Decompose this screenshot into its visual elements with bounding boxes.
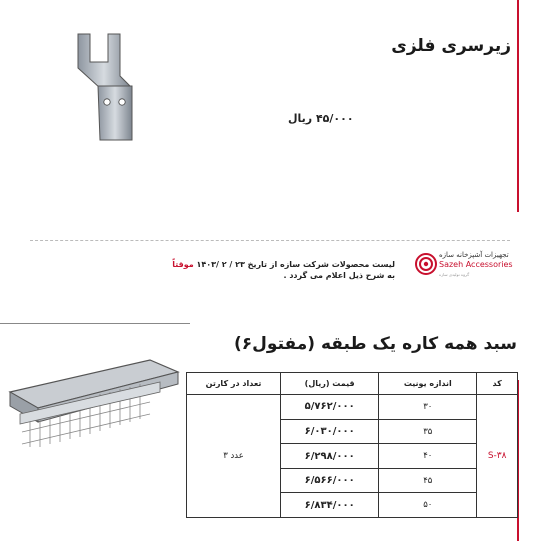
size-cell: ۳۵ [379, 419, 477, 444]
logo-persian-name: تجهیزات آشپزخانه سازه [439, 251, 509, 259]
company-logo [415, 250, 520, 295]
size-cell: ۴۵ [379, 468, 477, 493]
notice-line2: به شرح ذیل اعلام می گردد . [283, 271, 395, 280]
price-cell: ۵/۷۶۲/۰۰۰ [281, 395, 379, 420]
header-carton: تعداد در کارتن [187, 373, 281, 395]
sazeh-swirl-logo-icon [415, 253, 437, 275]
notice-temporary: موقتاً [172, 260, 194, 269]
price-table [186, 372, 518, 518]
logo-english-name: Sazeh Accessories [439, 260, 513, 269]
header-price: قیمت (ریال) [281, 373, 379, 395]
wire-basket-image [0, 352, 180, 452]
product-code: S-۳۸ [477, 395, 518, 518]
price-cell: ۶/۸۳۴/۰۰۰ [281, 493, 379, 518]
accent-line-top [517, 0, 519, 212]
header-size: اندازه یونیت [379, 373, 477, 395]
price-cell: ۶/۲۹۸/۰۰۰ [281, 444, 379, 469]
product2-title: سبد همه کاره یک طبقه (مفتول۶) [234, 334, 517, 354]
price-cell: ۶/۰۳۰/۰۰۰ [281, 419, 379, 444]
carton-qty: ۳ عدد [187, 395, 281, 518]
table-row [187, 395, 518, 420]
product1-title: زیرسری فلزی [391, 36, 511, 56]
header-code: کد [477, 373, 518, 395]
logo-tagline: گروه تولیدی سازه [439, 272, 470, 277]
section-divider [0, 323, 190, 324]
size-cell: ۴۰ [379, 444, 477, 469]
notice-line1 [172, 260, 395, 269]
dashed-separator [30, 240, 510, 241]
size-cell: ۵۰ [379, 493, 477, 518]
notice-text-a: لیست محصولات شرکت سازه از تاریخ ۲۳ / ۲ /۱۴۰۳ [193, 260, 395, 269]
metal-bracket-image [70, 28, 160, 148]
price-cell: ۶/۵۶۶/۰۰۰ [281, 468, 379, 493]
table-header-row [187, 373, 518, 395]
product1-price: ۴۵/۰۰۰ ریال [288, 112, 354, 125]
size-cell: ۳۰ [379, 395, 477, 420]
